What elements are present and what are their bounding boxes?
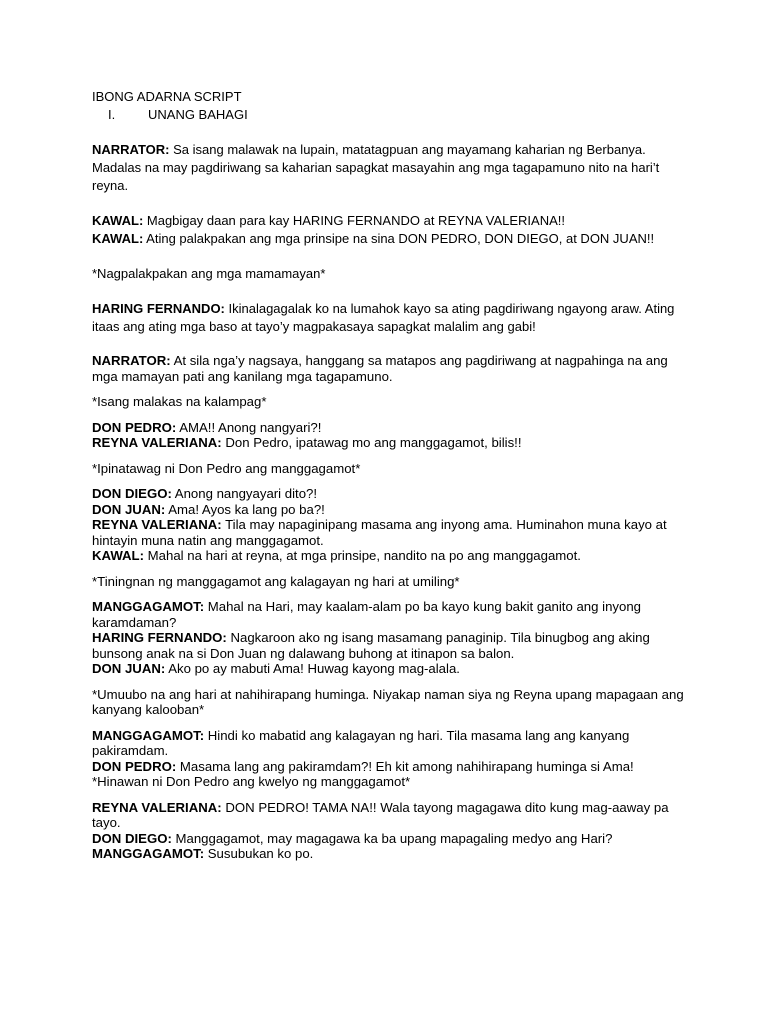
dialogue: AMA!! Anong nangyari?!: [176, 419, 322, 435]
script-line: [92, 831, 692, 847]
speaker: REYNA VALERIANA:: [92, 799, 222, 815]
stage-direction: *Hinawan ni Don Pedro ang kwelyo ng manggagamot*: [92, 774, 411, 789]
speaker: MANGGAGAMOT:: [92, 599, 205, 614]
speaker: DON JUAN:: [92, 661, 166, 676]
dialogue: Susubukan ko po.: [204, 846, 314, 861]
speaker: NARRATOR:: [92, 353, 171, 368]
script-line: [92, 846, 692, 862]
stage-direction: *Nagpalakpakan ang mga mamamayan*: [92, 266, 326, 281]
dialogue: Mahal na hari at reyna, at mga prinsipe, nandito na po ang manggagamot.: [144, 548, 581, 563]
speaker: MANGGAGAMOT:: [92, 846, 205, 861]
speaker: KAWAL:: [92, 548, 145, 563]
script-line: [92, 630, 692, 661]
dialogue: Ating palakpakan ang mga prinsipe na sina DON PEDRO, DON DIEGO, at DON JUAN!!: [143, 231, 655, 246]
speaker: DON JUAN:: [92, 501, 166, 517]
script-line: [92, 212, 692, 230]
stage-direction: *Ipinatawag ni Don Pedro ang manggagamot*: [92, 460, 361, 476]
script-line: [92, 486, 692, 502]
speaker: REYNA VALERIANA:: [92, 517, 222, 532]
script-line: [92, 502, 692, 518]
dialogue: Ikinalagagalak ko na lumahok kayo sa ating pagdiriwang ngayong araw. Ating itaas ang ating mga baso at tayo’y magpakasaya sapagkat malalim ang gabi!: [92, 301, 675, 334]
section-number: I.: [108, 107, 116, 122]
script-line: [92, 800, 692, 831]
stage-direction: *Isang malakas na kalampag*: [92, 394, 267, 409]
script-line: [92, 661, 692, 677]
script-line: [92, 300, 692, 336]
speaker: DON DIEGO:: [92, 486, 172, 501]
stage-direction: *Umuubo na ang hari at nahihirapang huminga. Niyakap naman siya ng Reyna upang mapagaan ang kanyang kalooban*: [92, 686, 684, 717]
script-line: [92, 728, 692, 759]
script-line: [92, 759, 692, 775]
speaker: HARING FERNANDO:: [92, 301, 225, 316]
speaker: MANGGAGAMOT:: [92, 727, 205, 743]
script-line: [92, 230, 692, 248]
dialogue: Hindi ko mabatid ang kalagayan ng hari. Tila masama lang ang kanyang pakiramdam.: [92, 727, 630, 758]
speaker: KAWAL:: [92, 213, 144, 228]
script-line: [92, 517, 692, 548]
speaker: DON PEDRO:: [92, 758, 177, 774]
document-page: [92, 88, 692, 862]
section-label: UNANG BAHAGI: [148, 107, 248, 122]
document-title: IBONG ADARNA SCRIPT: [92, 89, 242, 104]
dialogue: Ama! Ayos ka lang po ba?!: [165, 501, 325, 517]
stage-direction: *Tiningnan ng manggagamot ang kalagayan ng hari at umiling*: [92, 573, 460, 589]
script-line: [92, 599, 692, 630]
script-line: [92, 548, 692, 564]
speaker: REYNA VALERIANA:: [92, 435, 222, 450]
section-heading: [92, 106, 692, 124]
dialogue: Anong nangyayari dito?!: [171, 486, 318, 501]
script-line: [92, 141, 692, 195]
script-line: [92, 435, 692, 451]
dialogue: Tila may napaginipang masama ang inyong ama. Huminahon muna kayo at hintayin muna natin ang manggagamot.: [92, 517, 667, 548]
dialogue: Magbigay daan para kay HARING FERNANDO at REYNA VALERIANA!!: [143, 213, 565, 228]
script-line: [92, 420, 692, 436]
speaker: NARRATOR:: [92, 142, 170, 157]
speaker: DON PEDRO:: [92, 419, 177, 435]
dialogue: Ako po ay mabuti Ama! Huwag kayong mag-alala.: [165, 661, 460, 676]
script-line: [92, 353, 692, 384]
dialogue: Nagkaroon ako ng isang masamang panaginip. Tila binugbog ang aking bunsong anak na si Don Juan ng dalawang buhong at itinapon sa balon.: [92, 630, 650, 661]
dialogue: Sa isang malawak na lupain, matatagpuan ang mayamang kaharian ng Berbanya. Madalas na may pagdiriwang sa kaharian sapagkat masayahin ang mga tagapamuno nito na hari’t reyna.: [92, 142, 660, 193]
speaker: DON DIEGO:: [92, 830, 172, 846]
dialogue: At sila nga’y nagsaya, hanggang sa matapos ang pagdiriwang at nagpahinga na ang mga mamayan pati ang kanilang mga tagapamuno.: [92, 353, 668, 384]
dialogue: DON PEDRO! TAMA NA!! Wala tayong magagawa dito kung mag-aaway pa tayo.: [92, 799, 669, 830]
speaker: KAWAL:: [92, 231, 144, 246]
dialogue: Manggagamot, may magagawa ka ba upang mapagaling medyo ang Hari?: [171, 830, 613, 846]
dialogue: Mahal na Hari, may kaalam-alam po ba kayo kung bakit ganito ang inyong karamdaman?: [92, 599, 641, 630]
speaker: HARING FERNANDO:: [92, 630, 227, 645]
dialogue: Masama lang ang pakiramdam?! Eh kit among nahihirapang huminga si Ama!: [176, 758, 634, 774]
dialogue: Don Pedro, ipatawag mo ang manggagamot, bilis!!: [221, 435, 522, 450]
